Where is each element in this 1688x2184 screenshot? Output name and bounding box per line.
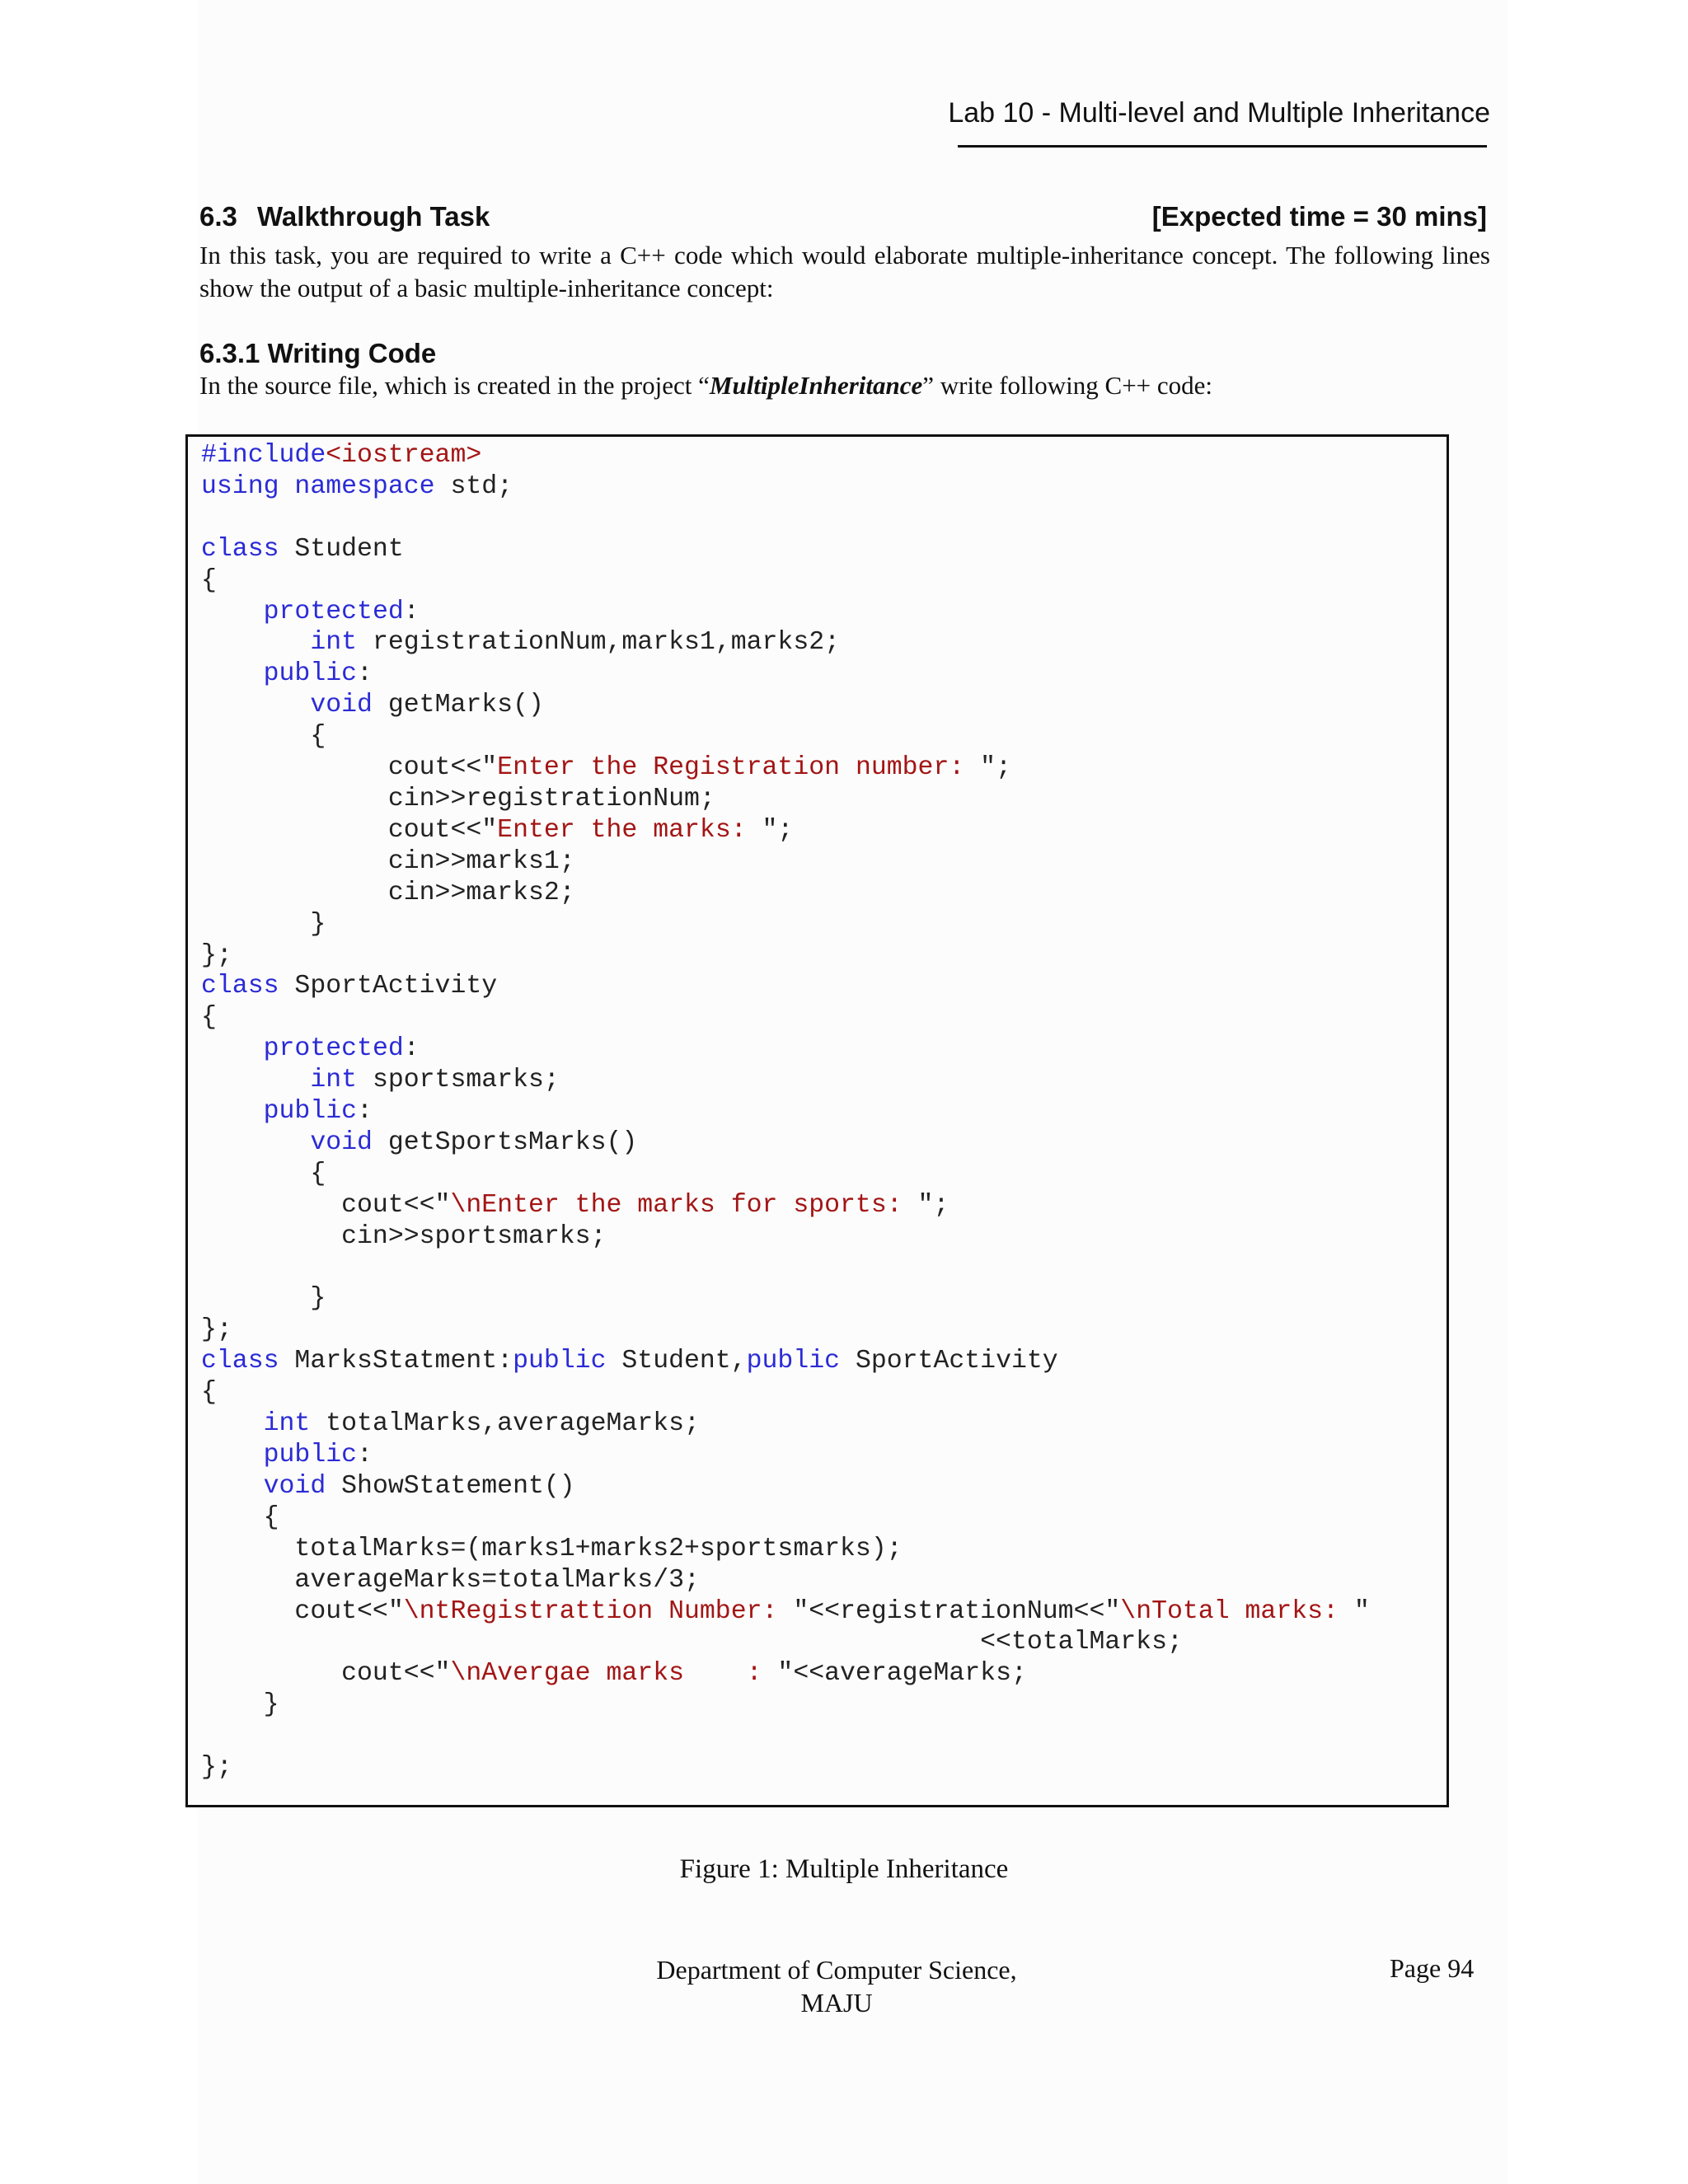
- code-text: Student,: [606, 1347, 747, 1376]
- code-line: [201, 627, 1370, 658]
- code-text: :: [403, 597, 420, 626]
- code-text: };: [201, 940, 232, 970]
- code-text: {: [201, 1159, 326, 1188]
- code-text: [201, 598, 264, 626]
- code-text: {: [201, 1378, 217, 1408]
- code-text: std;: [434, 471, 513, 501]
- code-line: [201, 534, 1370, 565]
- section-title: Walkthrough Task: [257, 201, 490, 232]
- code-keyword: void: [263, 1471, 326, 1501]
- code-block: [201, 440, 1370, 1783]
- code-line: [201, 940, 1370, 972]
- code-line: [201, 690, 1370, 721]
- code-line: [201, 1096, 1370, 1127]
- code-text: cout<<": [201, 753, 498, 783]
- code-line: [201, 1408, 1370, 1440]
- code-text: [201, 691, 310, 719]
- code-keyword: int: [310, 1066, 358, 1095]
- subsection-text-after: ” write following C++ code:: [922, 371, 1213, 400]
- code-text: "<<registrationNum<<": [793, 1596, 1121, 1626]
- code-line: [201, 1752, 1370, 1783]
- code-text: [201, 1409, 264, 1438]
- code-text: cin>>marks2;: [201, 878, 575, 907]
- code-line: [201, 1221, 1370, 1253]
- code-text: cout<<": [201, 1190, 451, 1220]
- code-string: \ntRegistrattion Number:: [403, 1596, 794, 1626]
- code-line: [201, 471, 1370, 503]
- code-keyword: public: [263, 1097, 358, 1127]
- code-text: }: [201, 909, 326, 939]
- section-number: 6.3: [199, 201, 237, 232]
- code-text: cin>>registrationNum;: [201, 784, 715, 813]
- code-text: [201, 1066, 310, 1094]
- code-text: [201, 1441, 264, 1469]
- code-line: [201, 909, 1370, 940]
- code-string: Enter the Registration number:: [497, 753, 981, 783]
- code-line: [201, 1315, 1370, 1346]
- page-number: Page 94: [1390, 1953, 1475, 1983]
- code-text: ShowStatement(): [326, 1471, 575, 1501]
- code-line: [201, 1627, 1370, 1658]
- code-keyword: int: [263, 1409, 311, 1439]
- code-keyword: public: [746, 1347, 841, 1376]
- figure-caption: Figure 1: Multiple Inheritance: [679, 1854, 1009, 1884]
- code-text: ";: [980, 753, 1011, 783]
- header-divider: [958, 145, 1487, 148]
- code-text: ": [1353, 1596, 1370, 1626]
- code-line: [201, 1127, 1370, 1159]
- code-text: };: [201, 1753, 232, 1783]
- code-line: [201, 597, 1370, 628]
- code-text: :: [357, 1441, 373, 1469]
- code-line: [201, 878, 1370, 909]
- code-keyword: class: [201, 972, 279, 1001]
- code-string: Enter the marks:: [497, 815, 762, 845]
- code-text: MarksStatment:: [279, 1347, 513, 1376]
- code-keyword: int: [310, 628, 358, 658]
- code-keyword: void: [310, 1127, 373, 1157]
- code-text: [201, 1034, 264, 1063]
- code-text: averageMarks=totalMarks/3;: [201, 1565, 700, 1595]
- code-text: totalMarks=(marks1+marks2+sportsmarks);: [201, 1534, 903, 1563]
- code-line: [201, 752, 1370, 784]
- code-text: }: [201, 1284, 326, 1314]
- code-keyword: using namespace: [201, 471, 435, 501]
- code-text: {: [201, 1003, 217, 1033]
- code-string: \nTotal marks:: [1120, 1596, 1354, 1626]
- project-name: MultipleInheritance: [709, 371, 923, 400]
- code-keyword: void: [310, 691, 373, 720]
- code-keyword: class: [201, 1347, 279, 1376]
- code-text: {: [201, 722, 326, 752]
- code-text: "<<averageMarks;: [777, 1659, 1027, 1689]
- code-line: [201, 815, 1370, 846]
- code-text: [201, 1472, 264, 1501]
- subsection-heading: 6.3.1 Writing Code: [199, 338, 437, 368]
- expected-time: [Expected time = 30 mins]: [1151, 201, 1487, 232]
- code-text: {: [201, 565, 217, 595]
- code-text: ";: [917, 1190, 950, 1220]
- code-line: [201, 1471, 1370, 1502]
- code-string: \nEnter the marks for sports:: [450, 1190, 918, 1220]
- code-keyword: public: [263, 659, 358, 689]
- code-listing-box: [185, 434, 1449, 1807]
- code-line: [201, 440, 1370, 471]
- code-line: [201, 784, 1370, 815]
- code-string: \nAvergae marks :: [450, 1659, 778, 1689]
- code-line: [201, 1440, 1370, 1471]
- code-text: {: [201, 1502, 279, 1532]
- section-heading: [199, 201, 490, 232]
- code-line: [201, 1033, 1370, 1065]
- code-text: ";: [762, 815, 794, 845]
- code-line: [201, 1283, 1370, 1315]
- code-text: [201, 1128, 310, 1157]
- code-text: registrationNum,marks1,marks2;: [357, 628, 841, 658]
- code-line: [201, 1002, 1370, 1033]
- code-line: [201, 1721, 1370, 1752]
- code-text: [201, 659, 264, 688]
- code-text: cout<<": [201, 815, 498, 845]
- code-line: [201, 1565, 1370, 1596]
- code-line: [201, 1377, 1370, 1408]
- code-text: totalMarks,averageMarks;: [310, 1409, 700, 1439]
- code-line: [201, 1690, 1370, 1721]
- code-keyword: #include: [201, 441, 326, 470]
- code-keyword: protected: [263, 597, 404, 626]
- code-line: [201, 503, 1370, 534]
- code-text: [201, 628, 310, 657]
- code-text: getMarks(): [372, 691, 544, 720]
- code-text: SportActivity: [840, 1347, 1058, 1376]
- code-text: [201, 1097, 264, 1126]
- code-text: cin>>marks1;: [201, 846, 575, 876]
- code-line: [201, 1253, 1370, 1284]
- code-line: [201, 1346, 1370, 1377]
- code-text: sportsmarks;: [357, 1066, 560, 1095]
- code-line: [201, 721, 1370, 752]
- code-text: Student: [279, 534, 404, 564]
- code-keyword: public: [263, 1441, 358, 1469]
- subsection-text-before: In the source file, which is created in the project “: [199, 371, 710, 400]
- code-text: };: [201, 1315, 232, 1345]
- footer-department-line1: Department of Computer Science,: [656, 1955, 1017, 1985]
- code-line: [201, 1190, 1370, 1221]
- code-line: [201, 1065, 1370, 1096]
- subsection-paragraph: [199, 369, 1212, 402]
- code-line: [201, 971, 1370, 1002]
- header-title: Lab 10 - Multi-level and Multiple Inheritance: [948, 97, 1490, 129]
- code-text: cin>>sportsmarks;: [201, 1221, 607, 1251]
- intro-paragraph: In this task, you are required to write a C++ code which would elaborate multiple-inheritance concept. The following lines show the output of a basic multiple-inheritance concept:: [199, 241, 1490, 302]
- footer-department-line2: MAJU: [800, 1988, 873, 2018]
- code-text: :: [357, 1097, 373, 1127]
- code-keyword: class: [201, 534, 279, 564]
- code-line: [201, 846, 1370, 878]
- code-text: :: [357, 659, 373, 689]
- code-line: [201, 1159, 1370, 1190]
- code-keyword: public: [513, 1347, 607, 1376]
- code-line: [201, 565, 1370, 597]
- code-text: :: [403, 1034, 420, 1064]
- code-line: [201, 658, 1370, 690]
- code-text: SportActivity: [279, 972, 498, 1001]
- code-string: <iostream>: [326, 441, 482, 470]
- code-text: cout<<": [201, 1659, 451, 1689]
- code-text: getSportsMarks(): [372, 1127, 638, 1157]
- code-line: [201, 1502, 1370, 1534]
- code-text: <<totalMarks;: [201, 1628, 1183, 1657]
- code-line: [201, 1534, 1370, 1565]
- code-line: [201, 1658, 1370, 1690]
- code-text: cout<<": [201, 1596, 404, 1626]
- code-keyword: protected: [263, 1034, 404, 1064]
- code-text: }: [201, 1690, 279, 1720]
- code-line: [201, 1596, 1370, 1628]
